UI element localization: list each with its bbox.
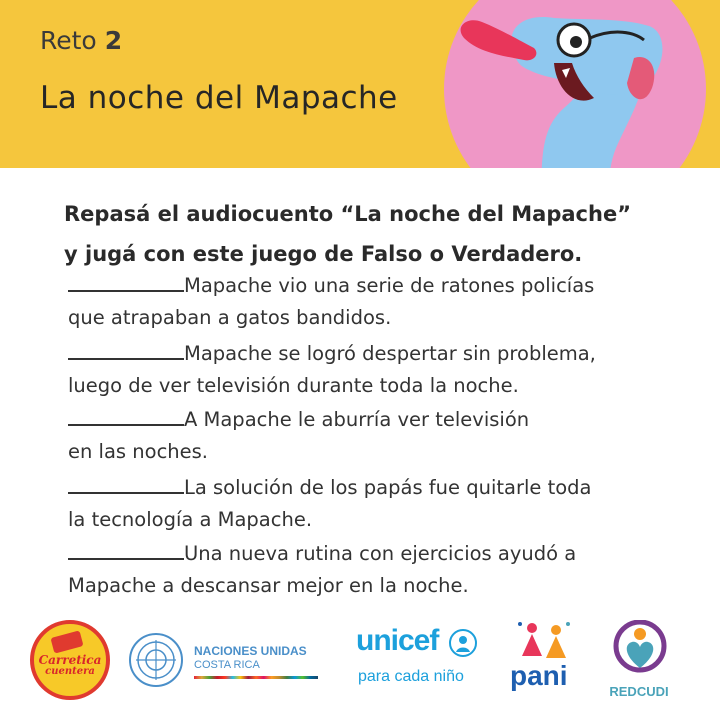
naciones-unidas-logo — [126, 630, 326, 690]
statement-5-line-1: Una nueva rutina con ejercicios ayudó a — [184, 542, 577, 565]
statement-1 — [68, 270, 688, 334]
challenge-number: 2 — [104, 26, 123, 55]
raccoon-mascot-illustration — [444, 0, 706, 168]
answer-blank-3[interactable] — [68, 404, 184, 426]
statement-2-line-2: luego de ver televisión durante toda la noche. — [68, 374, 519, 397]
statement-4 — [68, 472, 688, 536]
statement-4-line-2: la tecnología a Mapache. — [68, 508, 313, 531]
statement-1-line-2: que atrapaban a gatos bandidos. — [68, 306, 392, 329]
un-emblem-icon — [126, 630, 186, 690]
instructions — [64, 194, 684, 274]
sdg-color-strip — [194, 676, 318, 679]
unicef-tagline: para cada niño — [358, 668, 464, 685]
answer-blank-4[interactable] — [68, 472, 184, 494]
carretica-line-1: Carretica — [38, 653, 102, 667]
statement-4-line-1: La solución de los papás fue quitarle toda — [184, 476, 592, 499]
redcudi-logo — [604, 620, 674, 704]
challenge-word: Reto — [40, 26, 97, 55]
redcudi-wordmark: REDCUDI — [609, 684, 669, 699]
statement-2 — [68, 338, 688, 402]
answer-blank-1[interactable] — [68, 270, 184, 292]
instructions-line-2: y jugá con este juego de Falso o Verdadero. — [64, 242, 583, 266]
un-line-1: NACIONES UNIDAS — [194, 644, 307, 658]
statement-1-line-1: Mapache vio una serie de ratones policías — [184, 274, 595, 297]
statement-2-line-1: Mapache se logró despertar sin problema, — [184, 342, 596, 365]
pani-children-icon — [508, 620, 582, 660]
statement-5-line-2: Mapache a descansar mejor en la noche. — [68, 574, 469, 597]
unicef-logo — [356, 624, 486, 694]
statement-5 — [68, 538, 688, 602]
pani-wordmark: pani — [510, 660, 568, 691]
unicef-globe-icon — [448, 628, 478, 658]
page-title: La noche del Mapache — [40, 80, 398, 116]
un-line-2: COSTA RICA — [194, 659, 260, 671]
answer-blank-5[interactable] — [68, 538, 184, 560]
sponsor-logos — [0, 612, 720, 720]
statement-3 — [68, 404, 688, 468]
carretica-cuentera-logo — [30, 620, 110, 700]
carretica-line-2: cuentera — [45, 666, 95, 677]
statement-3-line-2: en las noches. — [68, 440, 209, 463]
unicef-wordmark: unicef — [356, 624, 439, 657]
challenge-label — [40, 26, 122, 55]
instructions-line-1: Repasá el audiocuento “La noche del Mapache” — [64, 202, 631, 226]
answer-blank-2[interactable] — [68, 338, 184, 360]
header-banner — [0, 0, 720, 168]
statement-3-line-1: A Mapache le aburría ver televisión — [184, 408, 530, 431]
mascot-eye — [570, 36, 582, 48]
pani-logo — [508, 620, 582, 700]
redcudi-heart-icon — [610, 620, 670, 680]
